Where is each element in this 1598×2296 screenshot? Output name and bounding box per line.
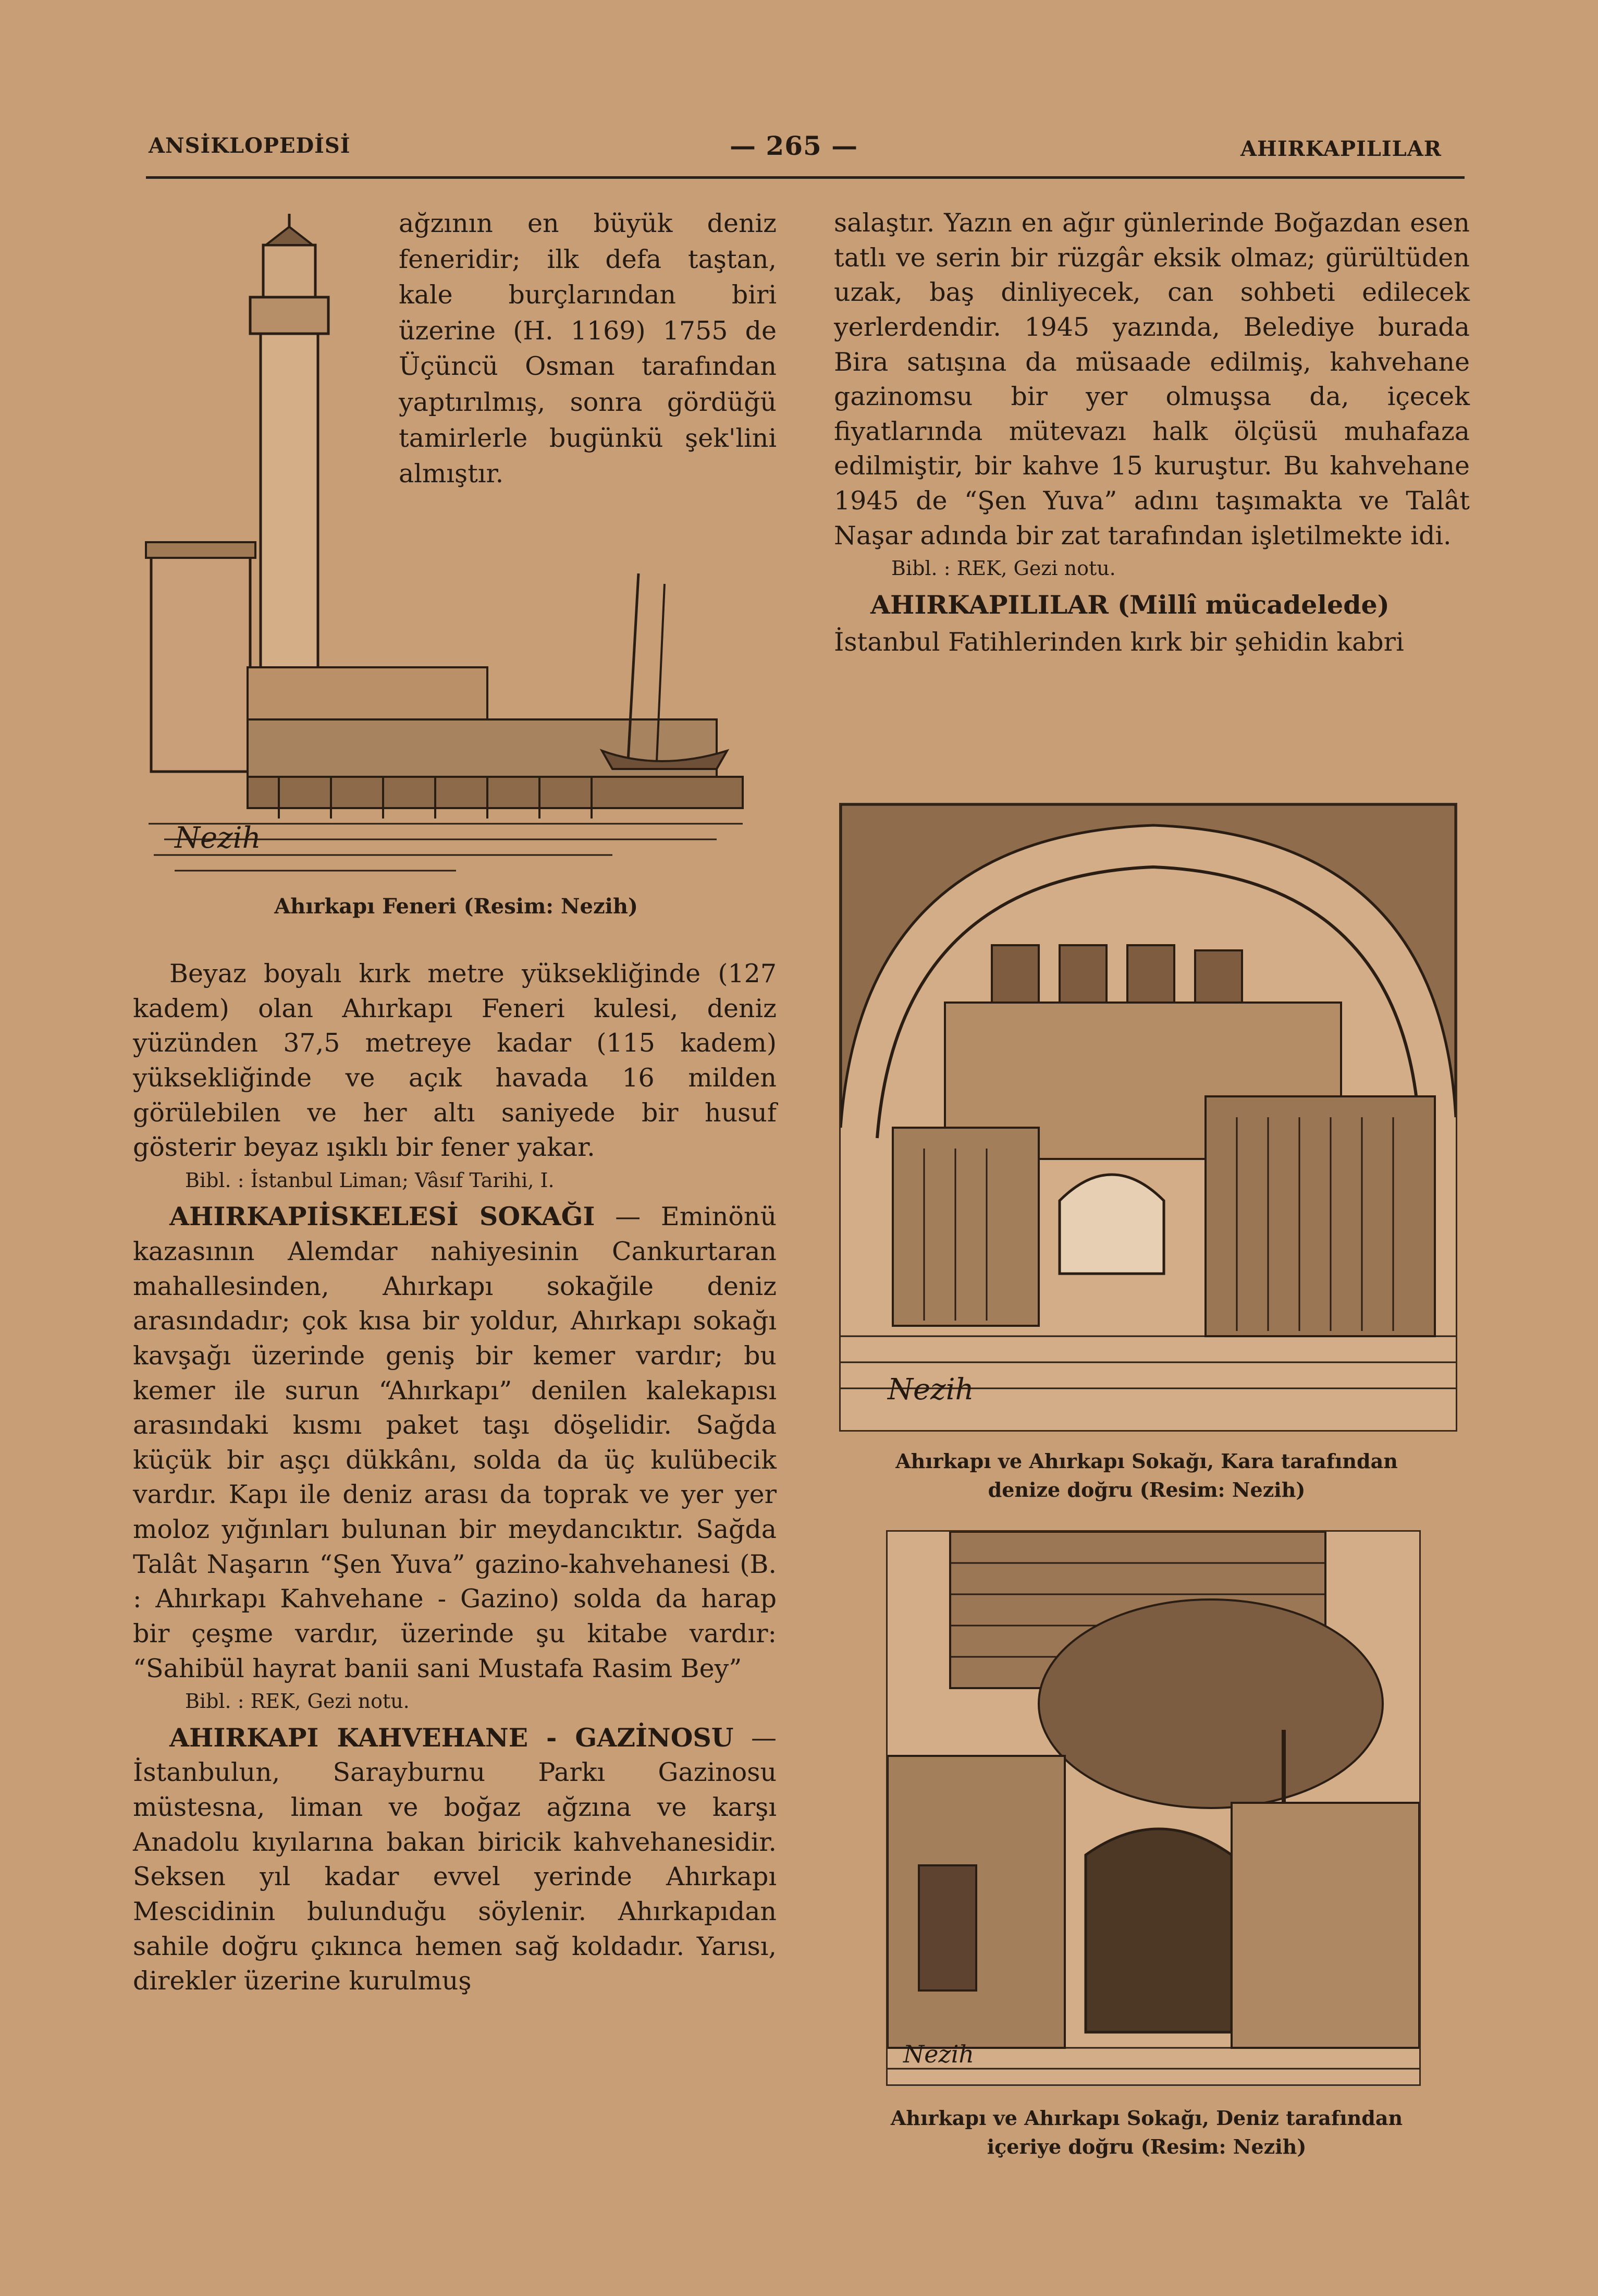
gate-landward-illustration <box>839 803 1457 1432</box>
lighthouse-paragraph: Beyaz boyalı kırk metre yüksekliğinde (127 kadem) olan Ahırkapı Feneri kulesi, deniz yüzünden 37,5 metreye kadar (115 kadem) yüksekliğinde ve açık havada 16 milden görülebilen ve her altı saniyede bir husuf gösterir beyaz ışıklı bir fener yakar. <box>133 959 777 1163</box>
entry-title-iskelesi: AHIRKAPIİSKELESİ SOKAĞI <box>169 1201 595 1232</box>
entry-body-kahvehane: — İstanbulun, Sarayburnu Parkı Gazinosu müstesna, liman ve boğaz ağzına ve karşı Anadolu kıyılarına bakan biricik kahvehanesidir. Seksen yıl kadar evvel yerinde Ahırkapı Mescidinin bulunduğu söylenir. Ahırkapıdan sahile doğru çıkınca hemen sağ koldadır. Yarısı, direkler üzerine kurulmuş <box>133 1723 777 1996</box>
bibliography-2: Bibl. : REK, Gezi notu. <box>185 1690 410 1713</box>
entry-iskelesi-sokagi <box>133 1199 777 1686</box>
fig3-caption: Ahırkapı ve Ahırkapı Sokağı, Deniz tarafından içeriye doğru (Resim: Nezih) <box>890 2106 1403 2159</box>
salas-paragraph: salaştır. Yazın en ağır günlerinde Boğazdan esen tatlı ve serin bir rüzgâr eksik olmaz; gürültüden uzak, baş dinliyecek, can sohbeti edilecek yerlerdendir. 1945 yazında, Belediye burada Bira satışına da müsaade edilmiş, kahvehane gazinomsu bir yer olmuşsa da, içecek fiyatlarında mütevazı halk ölçüsü muhafaza edilmiştir, bir kahve 15 kuruştur. Bu kahvehane 1945 de “Şen Yuva” adını taşımakta ve Talât Naşar adında bir zat tarafından işletilmekte idi. <box>834 208 1470 551</box>
right-column <box>834 206 1470 662</box>
bibliography-3: Bibl. : REK, Gezi notu. <box>891 557 1116 580</box>
running-head-left: ANSİKLOPEDİSİ <box>149 133 351 158</box>
entry-body-iskelesi: — Eminönü kazasının Alemdar nahiyesinin Cankurtaran mahallesinden, Ahırkapı sokağile deniz arasındadır; çok kısa bir yoldur, Ahırkapı sokağı kavşağı üzerinde geniş bir kemer vardır; bu kemer ile surun “Ahırkapı” denilen kalekapısı arasındaki kısmı paket taşı döşelidir. Sağda küçük bir aşçı dükkânı, solda da üç kulübecik vardır. Kapı ile deniz arası da toprak ve yer yer moloz yığınları bulunan bir meydancıktır. Sağda Talât Naşarın “Şen Yuva” gazino-kahvehanesi (B. : Ahırkapı Kahvehane - Gazino) solda da harap bir çeşme vardır, üzerinde şu kitabe vardır: “Sahibül hayrat banii sani Mustafa Rasim Bey” <box>133 1202 777 1683</box>
gate-seaward-illustration <box>886 1530 1421 2086</box>
header-rule <box>146 176 1465 179</box>
entry-kahvehane-gazinosu <box>133 1720 777 1999</box>
entry-ahirkapililar-body: İstanbul Fatihlerinden kırk bir şehidin kabri <box>834 627 1404 657</box>
fig1-signature: Nezih <box>175 821 261 855</box>
left-column <box>133 957 777 2001</box>
lighthouse-description: ağzının en büyük deniz feneridir; ilk defa taştan, kale burçlarından biri üzerine (H. 1169) 1755 de Üçüncü Osman tarafından yaptırılmış, sonra gördüğü tamirlerle bugünkü şek'lini almıştır. <box>399 209 777 489</box>
gate-seaward-drawing <box>888 1532 1419 2084</box>
page-number: — 265 — <box>730 130 858 161</box>
fig2-caption: Ahırkapı ve Ahırkapı Sokağı, Kara tarafından denize doğru (Resim: Nezih) <box>895 1449 1398 1502</box>
fig3-signature: Nezih <box>903 2040 975 2068</box>
bibliography-1: Bibl. : İstanbul Liman; Vâsıf Tarihi, I. <box>185 1168 555 1192</box>
fig2-signature: Nezih <box>888 1373 974 1407</box>
gate-landward-drawing <box>841 804 1456 1430</box>
fig1-caption: Ahırkapı Feneri (Resim: Nezih) <box>274 894 638 919</box>
entry-ahirkapililar-title: AHIRKAPILILAR (Millî mücadelede) <box>870 589 1390 620</box>
entry-title-kahvehane: AHIRKAPI KAHVEHANE - GAZİNOSU <box>169 1722 734 1753</box>
running-head-right: AHIRKAPILILAR <box>1240 137 1442 161</box>
